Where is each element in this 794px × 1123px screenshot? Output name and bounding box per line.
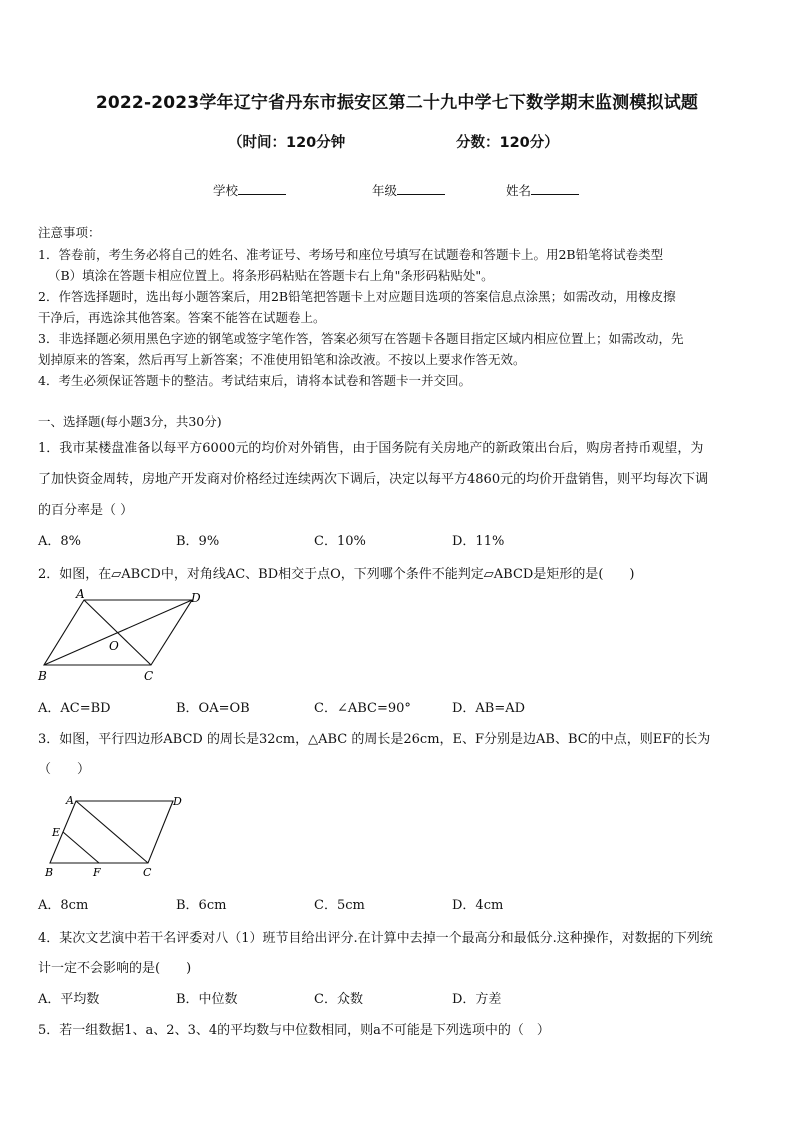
q3-option-c: C．5cm <box>314 898 365 913</box>
name-blank <box>531 183 579 195</box>
notes-line: （B）填涂在答题卡相应位置上。将条形码粘贴在答题卡右上角"条形码粘贴处"。 <box>48 268 494 283</box>
q3-stem-line: （ ） <box>38 762 91 777</box>
q2-stem: 2．如图，在▱ABCD中，对角线AC、BD相交于点O，下列哪个条件不能判定▱ABCD是矩形的是( ) <box>38 567 635 582</box>
q2-label-a: A <box>76 588 85 601</box>
q1-option-a: A．8% <box>38 534 82 549</box>
q4-stem-line: 4．某次文艺演中若干名评委对八（1）班节目给出评分.在计算中去掉一个最高分和最低分.这种操作，对数据的下列统 <box>38 931 713 946</box>
notes-line: 1．答卷前，考生务必将自己的姓名、准考证号、考场号和座位号填写在试题卷和答题卡上。用2B铅笔将试卷类型 <box>38 247 664 262</box>
section-heading: 一、选择题(每小题3分，共30分) <box>38 414 222 429</box>
grade-label: 年级 <box>372 183 398 198</box>
q2-label-d: D <box>191 591 201 605</box>
school-label: 学校 <box>213 183 239 198</box>
q4-option-a: A．平均数 <box>38 992 100 1007</box>
q4-option-b: B．中位数 <box>176 992 238 1007</box>
notes-line: 4．考生必须保证答题卡的整洁。考试结束后，请将本试卷和答题卡一并交回。 <box>38 373 471 388</box>
q2-parallelogram-figure <box>36 588 216 684</box>
q2-option-c: C．∠ABC=90° <box>314 701 411 716</box>
grade-blank <box>397 183 445 195</box>
q3-parallelogram-figure <box>40 790 200 880</box>
notes-line: 3．非选择题必须用黑色字迹的钢笔或签字笔作答，答案必须写在答题卡各题目指定区域内相应位置上；如需改动，先 <box>38 331 684 346</box>
q3-segment-ef <box>63 832 99 863</box>
q3-label-a: A <box>66 794 74 807</box>
q2-option-d: D．AB=AD <box>452 701 526 716</box>
q2-label-o: O <box>109 639 119 653</box>
name-label: 姓名 <box>506 183 532 198</box>
school-field <box>213 181 286 199</box>
name-field <box>506 181 579 199</box>
q1-option-d: D．11% <box>452 534 505 549</box>
q1-stem-line: 的百分率是（ ） <box>38 503 134 518</box>
q2-option-b: B．OA=OB <box>176 701 250 716</box>
q3-label-b: B <box>45 866 54 879</box>
q1-option-c: C．10% <box>314 534 366 549</box>
q3-option-b: B．6cm <box>176 898 227 913</box>
grade-field <box>372 181 445 199</box>
q3-option-a: A．8cm <box>38 898 89 913</box>
q3-stem-line: 3．如图，平行四边形ABCD 的周长是32cm，△ABC 的周长是26cm，E、F分别是边AB、BC的中点，则EF的长为 <box>38 732 711 747</box>
notes-heading: 注意事项： <box>38 225 101 240</box>
q5-stem: 5．若一组数据1、a、2、3、4的平均数与中位数相同，则a不可能是下列选项中的（ ） <box>38 1023 550 1038</box>
school-blank <box>238 183 286 195</box>
q3-label-c: C <box>143 866 152 879</box>
q2-label-c: C <box>144 669 154 683</box>
q2-option-a: A．AC=BD <box>38 701 111 716</box>
q3-label-e: E <box>52 826 61 839</box>
notes-line: 划掉原来的答案，然后再写上新答案；不准使用铅笔和涂改液。不按以上要求作答无效。 <box>38 352 526 367</box>
notes-line: 干净后，再选涂其他答案。答案不能答在试题卷上。 <box>38 310 326 325</box>
notes-line: 2．作答选择题时，选出每小题答案后，用2B铅笔把答题卡上对应题目选项的答案信息点涂黑；如需改动，用橡皮擦 <box>38 289 676 304</box>
exam-title: 2022-2023学年辽宁省丹东市振安区第二十九中学七下数学期末监测模拟试题 <box>95 93 699 113</box>
q1-option-b: B．9% <box>176 534 220 549</box>
q3-label-f: F <box>93 866 101 879</box>
q3-label-d: D <box>173 795 182 808</box>
q2-diagonal-bd <box>44 600 192 665</box>
q2-label-b: B <box>38 669 47 683</box>
q4-option-c: C．众数 <box>314 992 363 1007</box>
q3-diagonal-ac <box>76 801 148 863</box>
q1-stem-line: 1．我市某楼盘准备以每平方6000元的均价对外销售，由于国务院有关房地产的新政策出台后，购房者持币观望，为 <box>38 441 704 456</box>
q1-stem-line: 了加快资金周转，房地产开发商对价格经过连续两次下调后，决定以每平方4860元的均价开盘销售，则平均每次下调 <box>38 472 709 487</box>
q3-option-d: D．4cm <box>452 898 504 913</box>
exam-time: （时间：120分钟 <box>228 135 346 151</box>
exam-score: 分数：120分） <box>456 135 559 151</box>
q4-stem-line: 计一定不会影响的是( ) <box>38 961 192 976</box>
q4-option-d: D．方差 <box>452 992 502 1007</box>
